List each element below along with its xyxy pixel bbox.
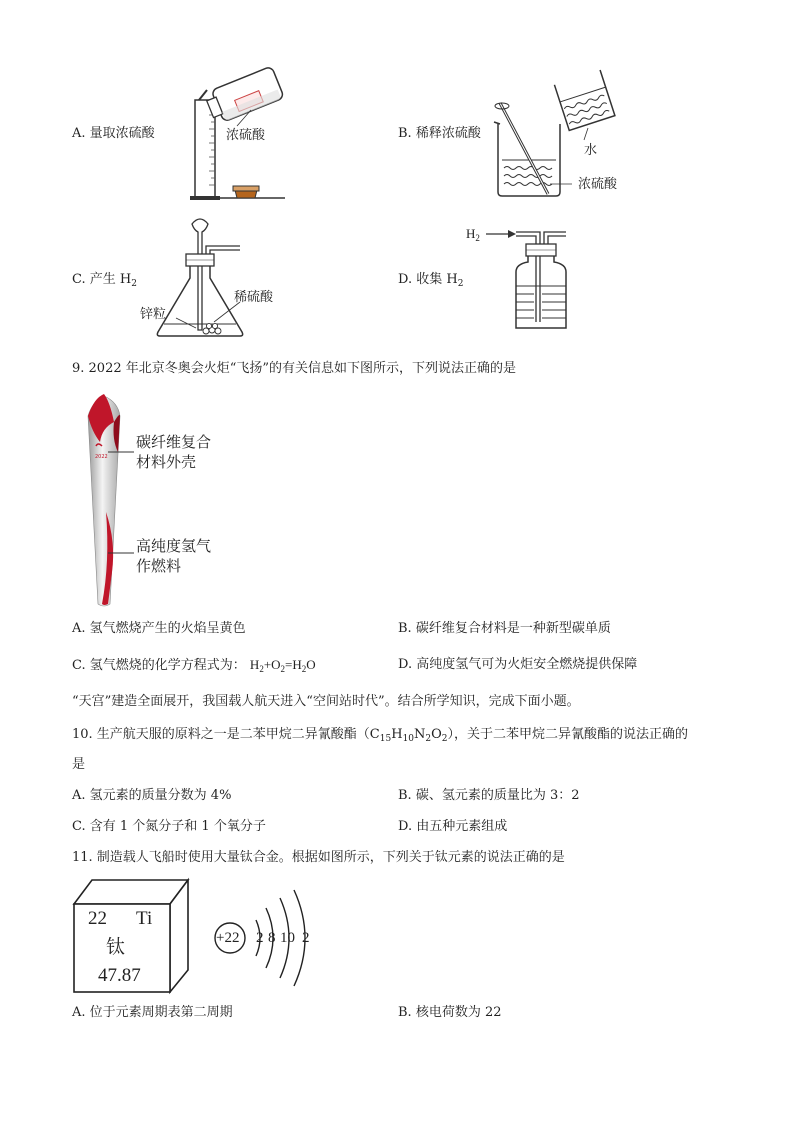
- callout-shell: 碳纤维复合 材料外壳: [136, 433, 212, 471]
- subscript: 2: [457, 279, 464, 289]
- label-water: 水: [584, 143, 598, 158]
- subscript: 2: [131, 279, 137, 289]
- q9-option-b: B. 碳纤维复合材料是一种新型碳单质: [398, 621, 611, 636]
- nucleus-charge: +22: [216, 930, 240, 946]
- torch-callout-lines: [100, 440, 140, 560]
- question-10-stem-continued: 是: [72, 757, 86, 772]
- option-letter: A.: [72, 126, 86, 141]
- question-10-stem: 10. 生产航天服的原料之一是二苯甲烷二异氰酸酯$(C_{15}H_{10}N_2O_2)$，关于二苯甲烷二异氰酸酯的说法正确的: [72, 727, 689, 744]
- option-text: 量取浓硫酸: [89, 126, 155, 141]
- option-letter: B.: [398, 126, 412, 141]
- question-11-stem: 11. 制造载人飞船时使用大量钛合金。根据如图所示，下列关于钛元素的说法正确的是: [72, 850, 565, 865]
- option-text: 稀释浓硫酸: [415, 126, 481, 141]
- q10-option-b: B. 碳、氢元素的质量比为 3：2: [398, 788, 580, 803]
- q8-option-b: [398, 125, 481, 143]
- chemical-equation: $H_2+O_2=H_2O$: [249, 657, 316, 674]
- atomic-mass: 47.87: [98, 965, 141, 986]
- option-letter: C.: [72, 272, 86, 287]
- label-dilute-acid: 稀硫酸: [234, 290, 274, 305]
- shell-1-electrons: 2: [256, 930, 264, 946]
- q10-option-c: C. 含有 1 个氮分子和 1 个氧分子: [72, 819, 266, 834]
- shell-3-electrons: 10: [280, 930, 295, 946]
- q10-option-a: A. 氢元素的质量分数为 4%: [72, 788, 232, 803]
- gas-collection-bottle-diagram: [486, 222, 576, 334]
- label-concentrated-acid: 浓硫酸: [578, 177, 618, 192]
- callout-fuel: 高纯度氢气 作燃料: [136, 537, 212, 575]
- section-intro: “天宫”建造全面展开，我国载人航天进入“空间站时代”。结合所学知识，完成下面小题。: [72, 694, 580, 709]
- q11-option-b: B. 核电荷数为 22: [398, 1005, 502, 1020]
- question-9-stem: 9. 2022 年北京冬奥会火炬“飞扬”的有关信息如下图所示，下列说法正确的是: [72, 361, 517, 376]
- q10-option-d: D. 由五种元素组成: [398, 819, 508, 834]
- svg-text:2022: 2022: [95, 454, 108, 460]
- q9-option-c: C. 氢气燃烧的化学方程式为： $H_2+O_2=H_2O$: [72, 657, 316, 674]
- label-concentrated-acid: 浓硫酸: [226, 128, 266, 143]
- gas-inlet-label: $H_2$: [466, 226, 480, 243]
- option-text: 收集 H: [416, 272, 458, 287]
- q8-option-d: [398, 271, 463, 289]
- shell-4-electrons: 2: [302, 930, 310, 946]
- option-letter: D.: [398, 272, 413, 287]
- q8-option-a: [72, 125, 155, 143]
- atomic-number: 22: [88, 908, 107, 929]
- q9-option-a: A. 氢气燃烧产生的火焰呈黄色: [72, 621, 246, 636]
- shell-2-electrons: 8: [268, 930, 276, 946]
- option-text: 产生 H: [89, 272, 132, 287]
- q8-option-c: [72, 271, 137, 289]
- q11-option-a: A. 位于元素周期表第二周期: [72, 1005, 233, 1020]
- q9-option-d: D. 高纯度氢气可为火炬安全燃烧提供保障: [398, 657, 638, 672]
- element-symbol: Ti: [136, 908, 153, 929]
- element-name: 钛: [106, 936, 126, 958]
- label-zinc: 锌粒: [140, 307, 167, 322]
